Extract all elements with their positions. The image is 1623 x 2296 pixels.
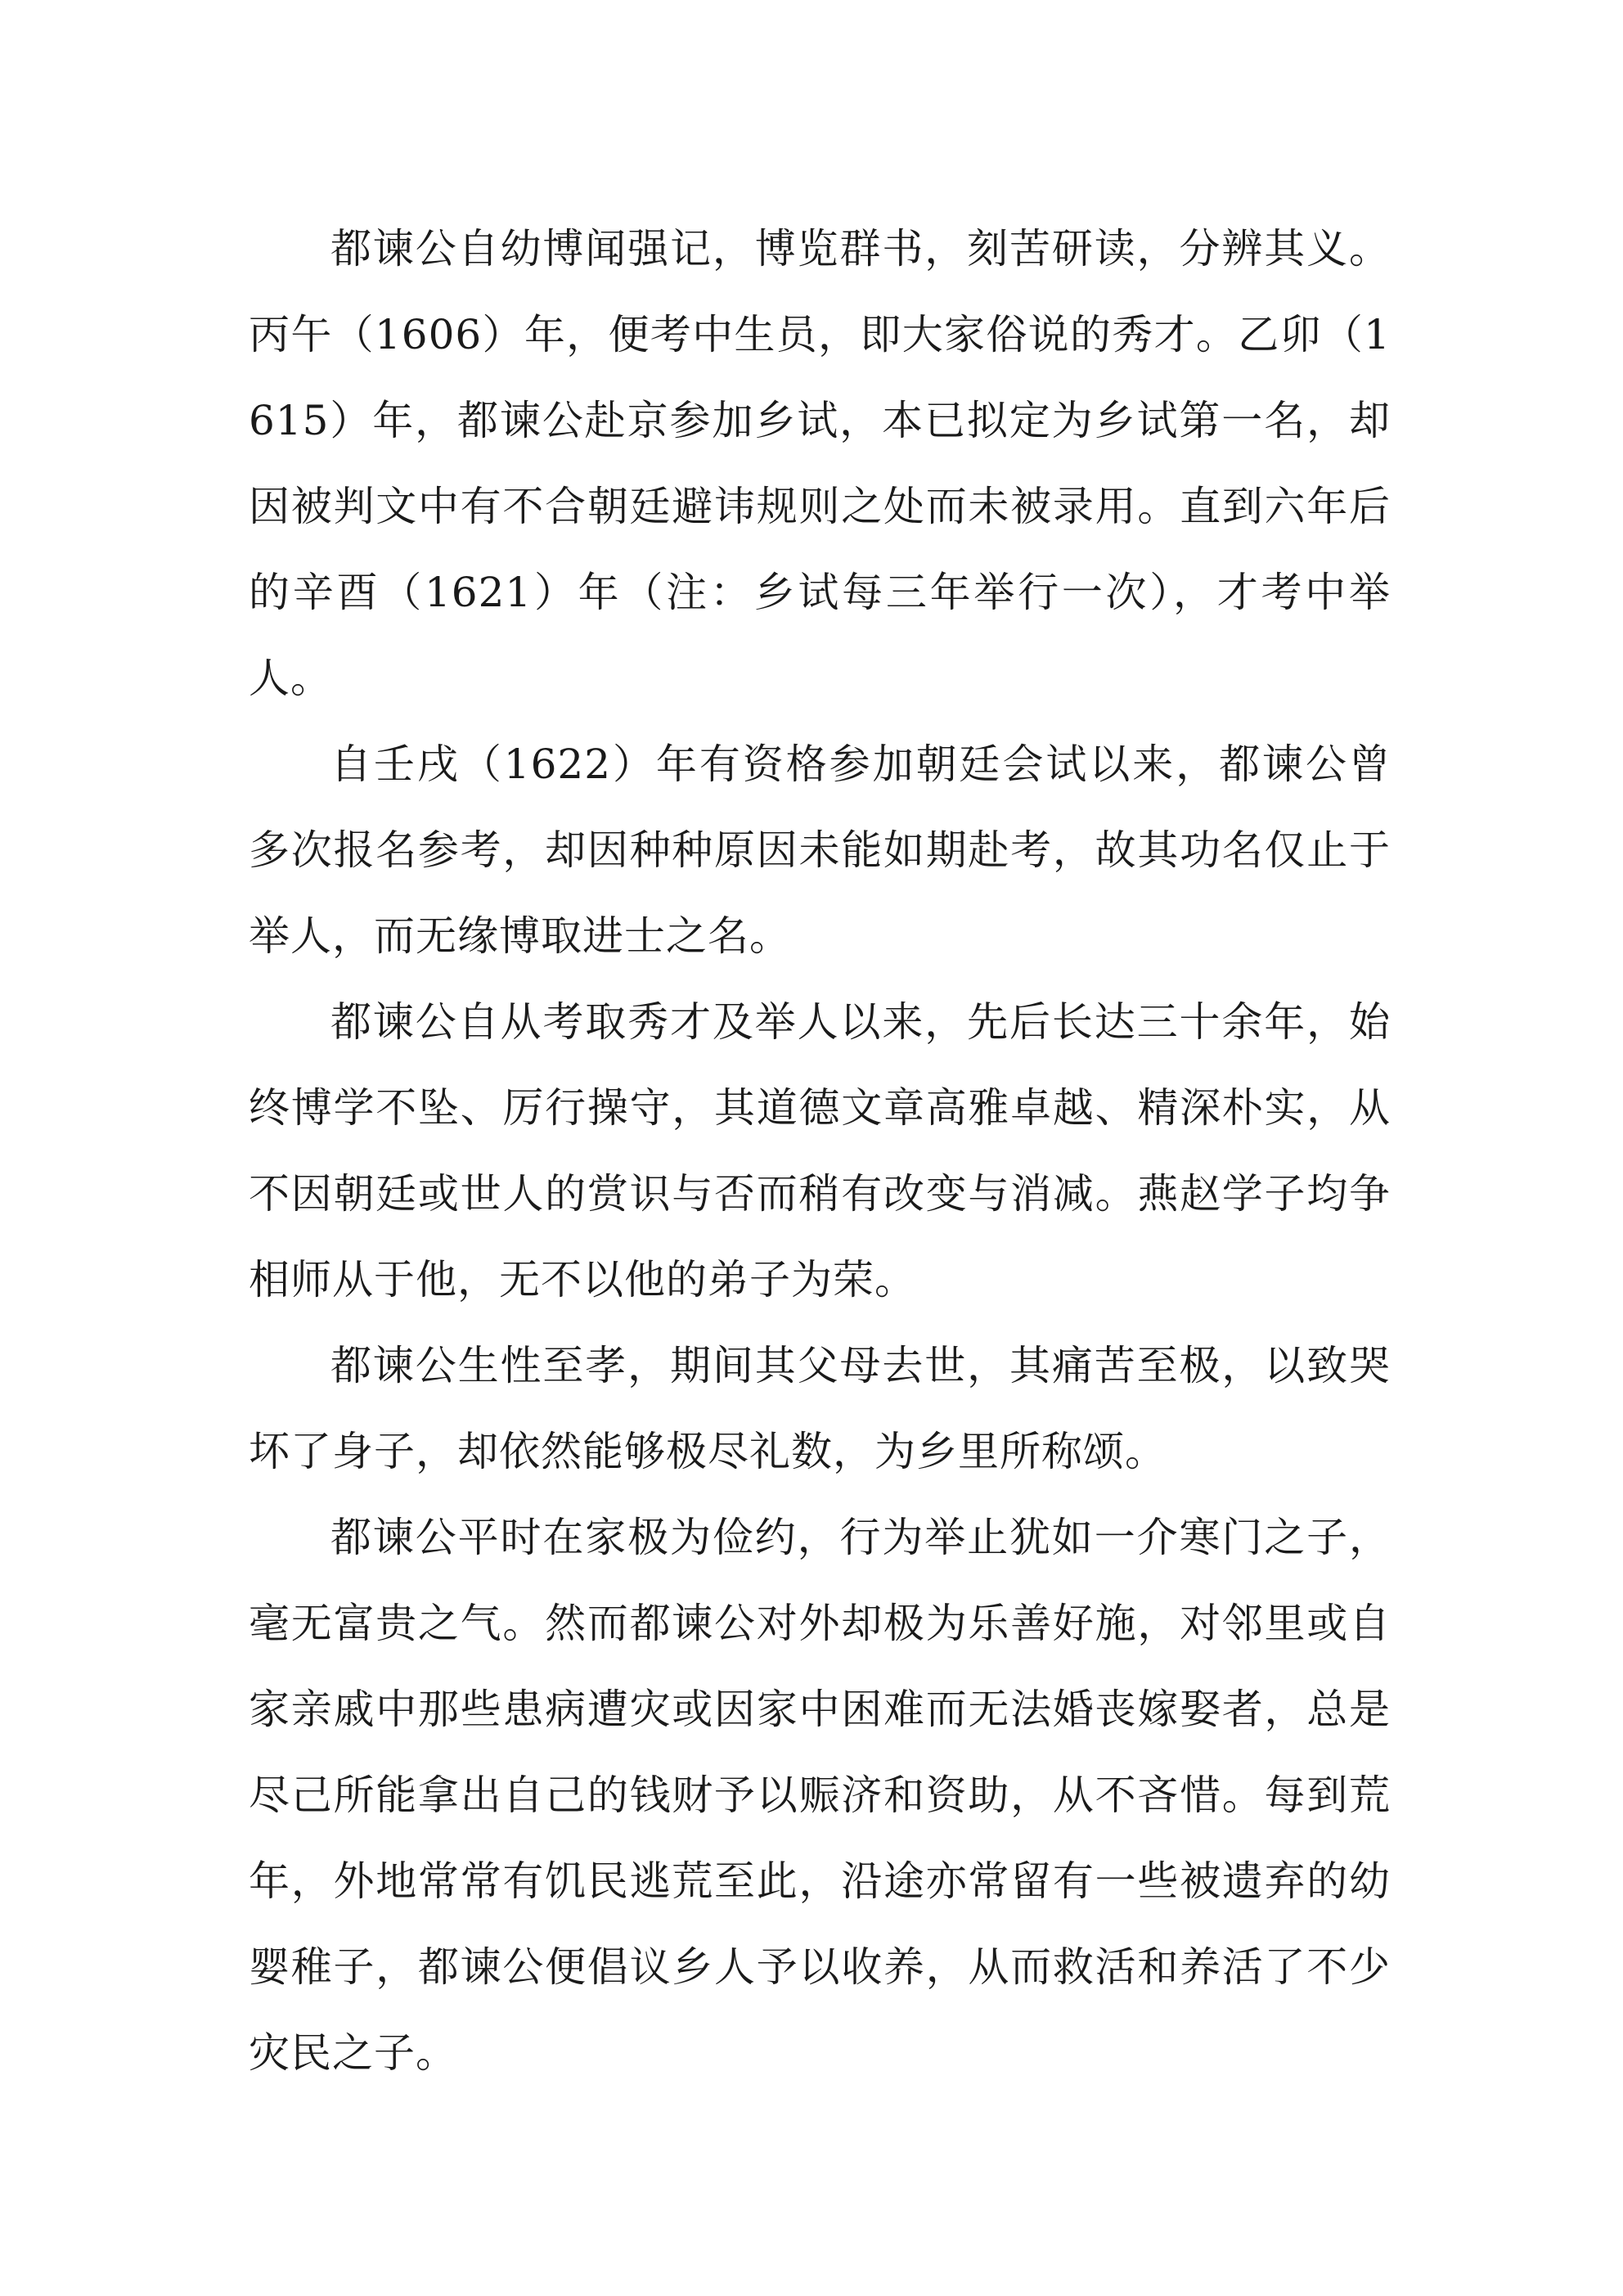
paragraph-5: 都谏公平时在家极为俭约，行为举止犹如一介寒门之子，毫无富贵之气。然而都谏公对外却极为乐善好施，对邻里或自家亲戚中那些患病遭灾或因家中困难而无法婚丧嫁娶者，总是尽己所能拿出自己的钱财予以赈济和资助，从不吝惜。每到荒年，外地常常有饥民逃荒至此，沿途亦常留有一些被遗弃的幼婴稚子，都谏公便倡议乡人予以收养，从而救活和养活了不少灾民之子。 (249, 1514, 1391, 2077)
paragraph-3: 都谏公自从考取秀才及举人以来，先后长达三十余年，始终博学不坠、厉行操守，其道德文章高雅卓越、精深朴实，从不因朝廷或世人的赏识与否而稍有改变与消减。燕赵学子均争相师从于他，无不以他的弟子为荣。 (249, 998, 1391, 1303)
paragraph-2: 自壬戌（1622）年有资格参加朝廷会试以来，都谏公曾多次报名参考，却因种种原因未能如期赴考，故其功名仅止于举人，而无缘博取进士之名。 (249, 741, 1391, 960)
document-body (249, 206, 1391, 2096)
paragraph-1: 都谏公自幼博闻强记，博览群书，刻苦研读，分辨其义。丙午（1606）年，便考中生员，即大家俗说的秀才。乙卯（1615）年，都谏公赴京参加乡试，本已拟定为乡试第一名，却因被判文中有不合朝廷避讳规则之处而未被录用。直到六年后的辛酉（1621）年（注：乡试每三年举行一次），才考中举人。 (249, 225, 1391, 702)
paragraph-4: 都谏公生性至孝，期间其父母去世，其痛苦至极，以致哭坏了身子，却依然能够极尽礼数，为乡里所称颂。 (249, 1342, 1391, 1475)
